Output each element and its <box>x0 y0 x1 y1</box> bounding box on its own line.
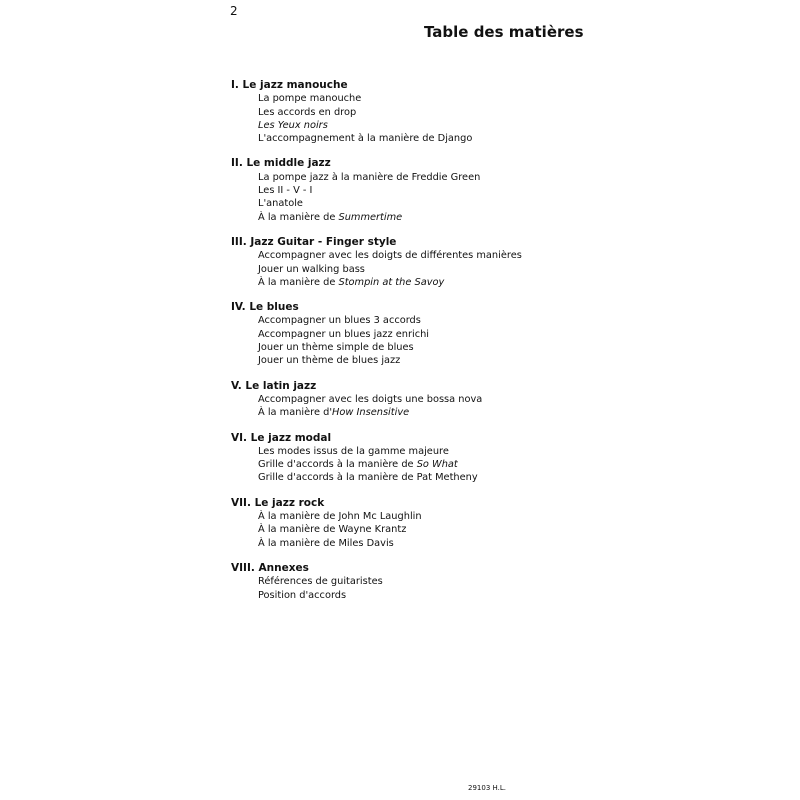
entry-text: À la manière de John Mc Laughlin <box>258 511 422 523</box>
entry-text: À la manière de Wayne Krantz <box>258 524 407 536</box>
toc-entry <box>231 92 731 105</box>
toc-section <box>231 301 731 367</box>
entry-text: Jouer un thème de blues jazz <box>258 355 401 367</box>
toc-entry <box>231 171 731 184</box>
section-heading: IV. Le blues <box>231 301 299 314</box>
entry-list <box>231 92 731 145</box>
entry-text: La pompe manouche <box>258 93 362 105</box>
toc-entry <box>231 406 731 419</box>
entry-text: Jouer un walking bass <box>258 263 365 275</box>
entry-list <box>231 171 731 224</box>
entry-text: La pompe jazz à la manière de Freddie Green <box>258 171 481 183</box>
toc-entry <box>231 263 731 276</box>
toc-section <box>231 432 731 485</box>
toc-entry <box>231 458 731 471</box>
toc-entry <box>231 197 731 210</box>
toc-entry <box>231 510 731 523</box>
entry-italic-title: Summertime <box>338 211 403 223</box>
entry-text: Grille d'accords à la manière de Pat Metheny <box>258 472 478 484</box>
entry-text: Accompagner avec les doigts une bossa nova <box>258 393 483 405</box>
toc-entry <box>231 276 731 289</box>
entry-text: L'anatole <box>258 198 303 210</box>
entry-text: Accompagner un blues jazz enrichi <box>258 328 430 340</box>
entry-text: Grille d'accords à la manière de <box>258 459 417 471</box>
entry-list <box>231 393 731 420</box>
page-number: 2 <box>230 4 238 18</box>
entry-text: Jouer un thème simple de blues <box>258 342 414 354</box>
toc-section <box>231 562 731 602</box>
entry-italic-title: Stompin at the Savoy <box>338 276 445 288</box>
entry-list <box>231 249 731 289</box>
entry-text: À la manière d' <box>258 407 333 419</box>
entry-text: Les modes issus de la gamme majeure <box>258 445 449 457</box>
toc-entry <box>231 589 731 602</box>
entry-italic-title: How Insensitive <box>332 407 410 419</box>
footer-code: 29103 H.L. <box>468 784 506 792</box>
toc-entry <box>231 184 731 197</box>
toc-section <box>231 79 731 145</box>
toc-entry <box>231 575 731 588</box>
toc-entry <box>231 328 731 341</box>
section-heading: VI. Le jazz modal <box>231 431 332 444</box>
toc-section <box>231 497 731 550</box>
toc-section <box>231 236 731 289</box>
toc-section <box>231 157 731 223</box>
toc-entry <box>231 106 731 119</box>
entry-list <box>231 510 731 550</box>
toc-entry <box>231 132 731 145</box>
toc-entry <box>231 523 731 536</box>
section-heading: III. Jazz Guitar - Finger style <box>231 235 397 248</box>
entry-text: À la manière de <box>258 211 339 223</box>
entry-text: Les accords en drop <box>258 106 357 118</box>
section-heading: II. Le middle jazz <box>231 157 331 170</box>
entry-text: Les II - V - I <box>258 185 313 197</box>
entry-text: Références de guitaristes <box>258 576 383 588</box>
toc-entry <box>231 393 731 406</box>
toc-entry <box>231 119 731 132</box>
entry-text: À la manière de Miles Davis <box>258 537 394 549</box>
entry-list <box>231 445 731 485</box>
toc-entry <box>231 249 731 262</box>
toc-entry <box>231 471 731 484</box>
toc-entry <box>231 537 731 550</box>
section-heading: I. Le jazz manouche <box>231 79 348 91</box>
entry-list <box>231 575 731 602</box>
toc-entry <box>231 354 731 367</box>
entry-text: À la manière de <box>258 276 339 288</box>
entry-list <box>231 314 731 367</box>
entry-text: Accompagner un blues 3 accords <box>258 315 421 327</box>
section-heading: VIII. Annexes <box>231 561 309 574</box>
toc-entry <box>231 314 731 327</box>
page-title: Table des matières <box>424 23 584 41</box>
entry-text: Position d'accords <box>258 589 347 601</box>
toc-entry <box>231 211 731 224</box>
entry-text: L'accompagnement à la manière de Django <box>258 133 473 145</box>
section-heading: V. Le latin jazz <box>231 379 317 392</box>
table-of-contents <box>231 79 731 614</box>
toc-entry <box>231 341 731 354</box>
entry-text: Accompagner avec les doigts de différentes manières <box>258 250 522 262</box>
section-heading: VII. Le jazz rock <box>231 496 325 509</box>
entry-italic-title: So What <box>416 459 458 471</box>
toc-entry <box>231 445 731 458</box>
entry-italic-title: Les Yeux noirs <box>258 119 328 131</box>
toc-section <box>231 380 731 420</box>
